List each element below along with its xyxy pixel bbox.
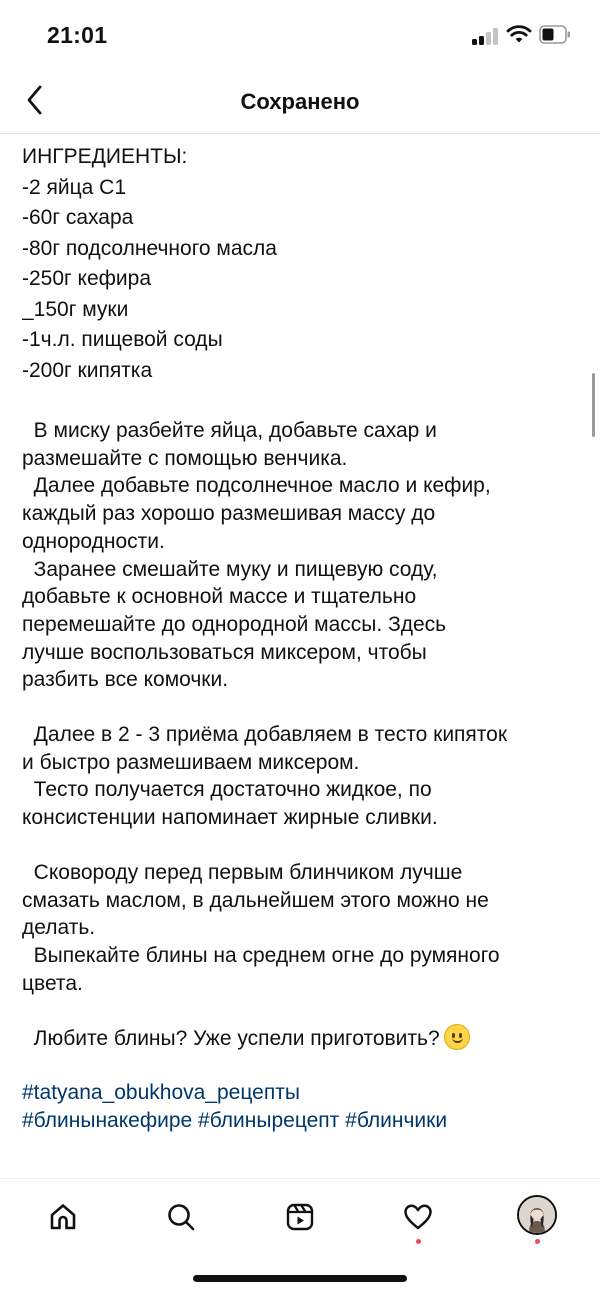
page-title: Сохранено xyxy=(240,89,360,114)
status-time: 21:01 xyxy=(47,22,108,48)
nav-bar xyxy=(0,72,600,134)
tab-home[interactable] xyxy=(39,1193,87,1241)
heart-icon xyxy=(403,1202,433,1232)
home-icon xyxy=(48,1202,78,1232)
hashtag-link[interactable]: #блинынакефире xyxy=(22,1109,193,1133)
search-icon xyxy=(166,1202,196,1232)
battery-icon xyxy=(539,25,571,44)
ingredients-list xyxy=(22,142,582,386)
profile-notification-dot xyxy=(535,1239,540,1244)
instructions-paragraph: Далее в 2 - 3 приёма добавляем в тесто кипяток и быстро размешиваем миксером. Тесто получается достаточно жидкое, по консистенции напоминает жирные сливки. xyxy=(22,723,508,830)
home-indicator xyxy=(193,1275,407,1282)
profile-photo-icon xyxy=(519,1197,555,1233)
tab-reels[interactable] xyxy=(276,1193,324,1241)
status-bar xyxy=(0,0,600,70)
ingredient-item: -60г сахара xyxy=(22,206,134,229)
profile-avatar[interactable] xyxy=(517,1195,557,1235)
wifi-icon xyxy=(506,24,532,44)
ingredient-item: _150г муки xyxy=(22,297,129,321)
tab-activity[interactable] xyxy=(394,1193,442,1241)
reels-icon xyxy=(285,1202,315,1232)
cellular-signal-icon xyxy=(472,27,500,45)
activity-notification-dot xyxy=(416,1239,421,1244)
instructions-paragraph: В миску разбейте яйца, добавьте сахар и размешайте с помощью венчика. Далее добавьте подсолнечное масло и кефир, каждый раз хорошо размешивая массу до однородности. Заранее смешайте муку и пищевую соду, добавьте к основной массе и тщательно перемешайте до однородной массы. Здесь лучше воспользоваться миксером, чтобы разбить все комочки. xyxy=(22,419,491,692)
ingredient-item: -250г кефира xyxy=(22,267,151,290)
tab-search[interactable] xyxy=(157,1193,205,1241)
hashtags xyxy=(22,1079,582,1135)
ingredients-title: ИНГРЕДИЕНТЫ: xyxy=(22,145,188,168)
hashtag-link[interactable]: #tatyana_obukhova_рецепты xyxy=(22,1081,300,1105)
smiley-emoji-icon xyxy=(444,1024,470,1050)
closing-question-text: Любите блины? Уже успели приготовить? xyxy=(22,1027,440,1051)
instructions-paragraph: Сковороду перед первым блинчиком лучше смазать маслом, в дальнейшем этого можно не делать. Выпекайте блины на среднем огне до румяного цвета. xyxy=(22,860,500,995)
ingredient-item: -80г подсолнечного масла xyxy=(22,236,277,260)
post-caption xyxy=(22,142,582,1180)
hashtag-link[interactable]: #блинырецепт xyxy=(198,1109,340,1133)
hashtag-link[interactable]: #блинчики xyxy=(345,1109,448,1133)
ingredient-item: -2 яйца С1 xyxy=(22,175,126,199)
ingredient-item: -1ч.л. пищевой соды xyxy=(22,328,223,351)
ingredient-item: -200г кипятка xyxy=(22,358,153,382)
closing-question xyxy=(22,1024,582,1053)
scrollbar[interactable] xyxy=(592,373,595,437)
